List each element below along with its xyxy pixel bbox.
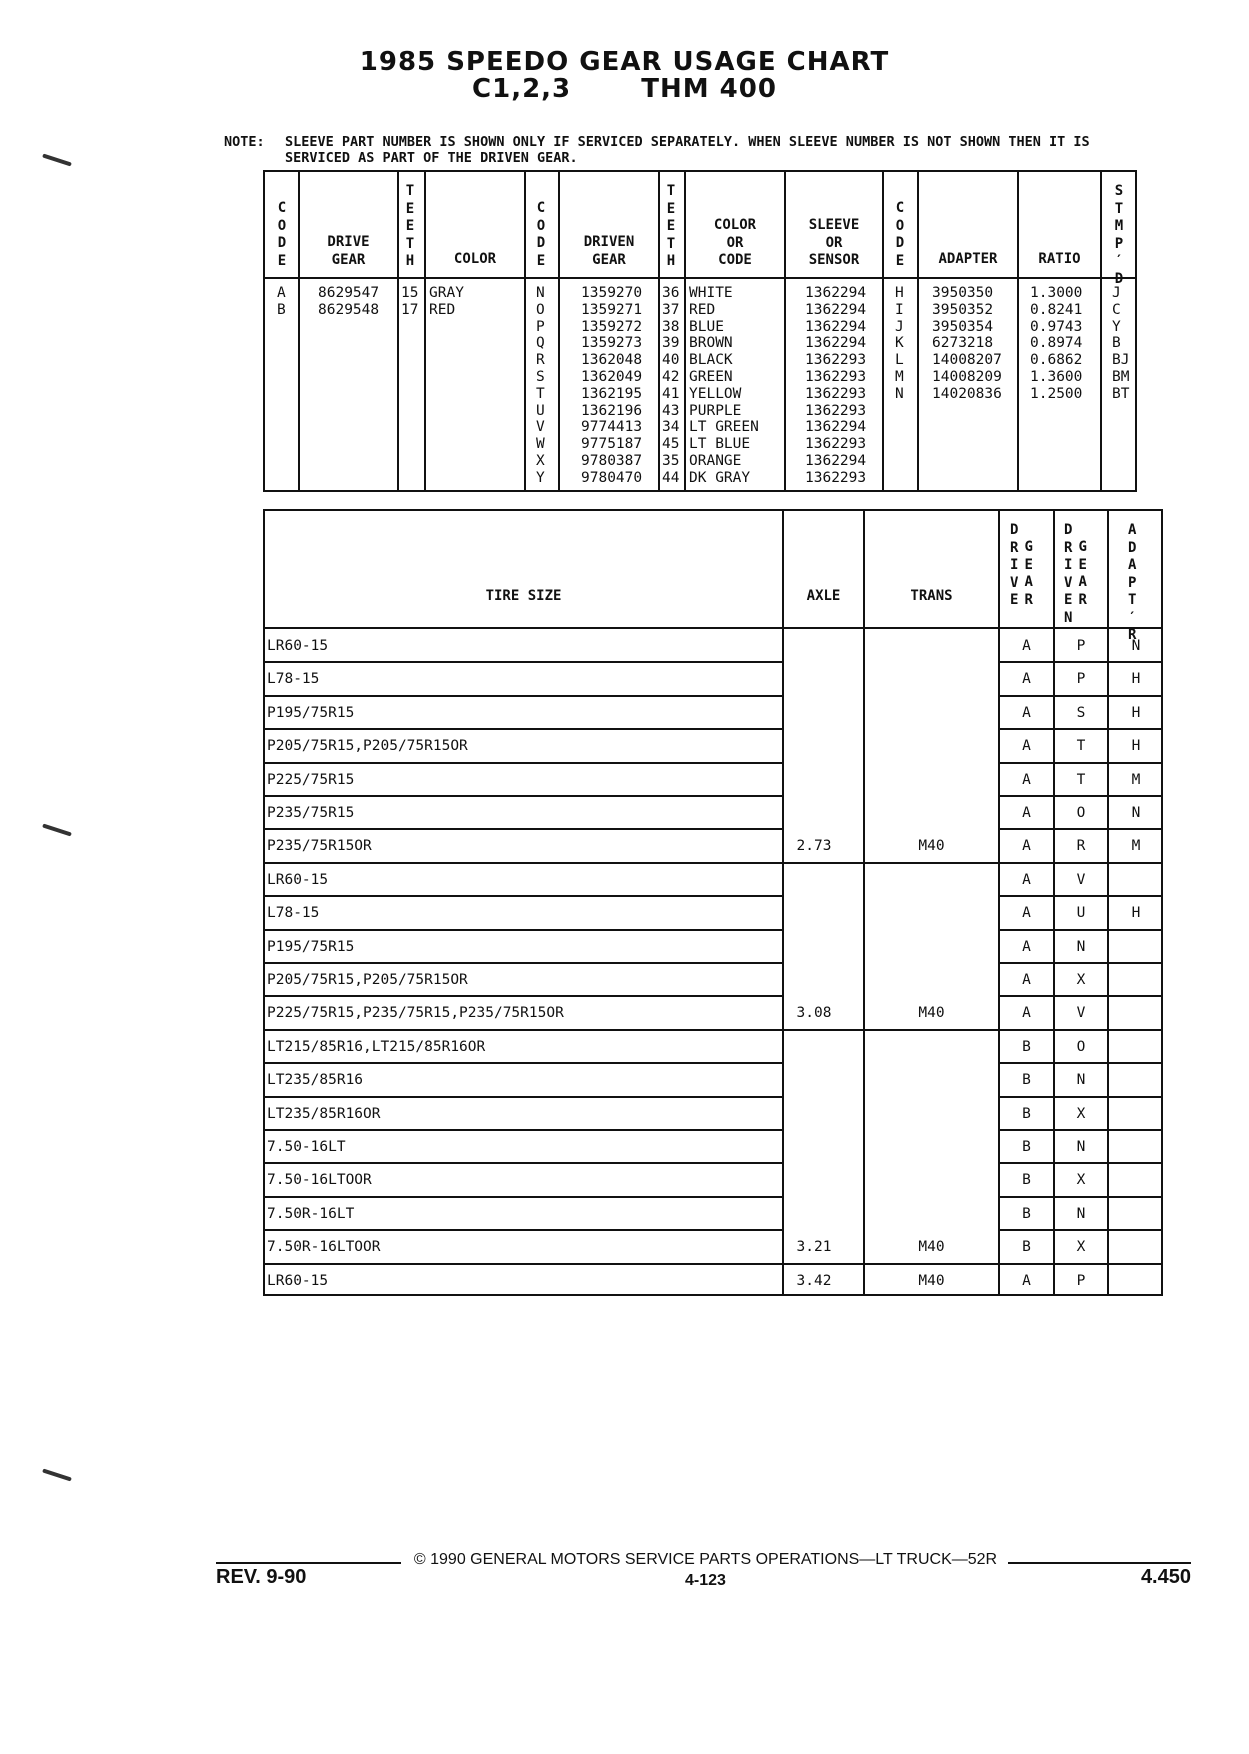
drive-gear-code-cell: A: [1022, 838, 1031, 855]
vertical-header-stmp: S T M P ′ D: [1114, 183, 1124, 287]
tire-size-cell: 7.50R-16LT: [267, 1205, 355, 1222]
stamped-column: J C Y B BJ BM BT: [1112, 285, 1130, 402]
vertical-header-drive: D R I V E: [1010, 522, 1019, 608]
header-drive-gear-line2: GEAR: [331, 251, 366, 268]
tire-size-cell: LT215/85R16,LT215/85R16OR: [267, 1038, 486, 1055]
header-adapter-usage: [1128, 522, 1136, 645]
binder-mark: [42, 1468, 72, 1481]
vertical-header-driven: D R I V E N: [1064, 522, 1073, 626]
header-drive-gear-line1: DRIVE: [327, 234, 370, 250]
vertical-header-code2: C O D E: [536, 200, 546, 269]
driven-gear-column: 1359270 1359271 1359272 1359273 1362048 1362049 1362195 1362196 9774413 9775187 9780387 9780470: [581, 285, 643, 486]
driven-gear-code-cell: P: [1076, 1272, 1086, 1289]
vertical-header-code: C O D E: [277, 200, 287, 269]
footer-section: 4.450: [1140, 1566, 1191, 1588]
axle-ratio-cell: 2.73: [796, 838, 832, 855]
driven-gear-code-cell: U: [1076, 905, 1086, 922]
tire-size-cell: 7.50-16LTOOR: [267, 1172, 372, 1189]
drive-gear-code-cell: B: [1022, 1172, 1031, 1189]
header-color-or-code-line1: COLOR: [713, 217, 757, 233]
tire-size-cell: P235/75R15OR: [267, 838, 372, 855]
header-driven-gear-usage: [1064, 522, 1087, 627]
header-code-3: [894, 200, 906, 270]
header-color-or-code: [686, 217, 784, 270]
drive-gear-code-cell: A: [1022, 871, 1031, 888]
drive-gear-code-cell: B: [1022, 1105, 1031, 1122]
axle-ratio-cell: 3.21: [796, 1239, 832, 1256]
tire-size-cell: 7.50R-16LTOOR: [267, 1239, 381, 1256]
drive-gear-code-cell: A: [1022, 805, 1031, 821]
drive-gear-column: 8629547 8629548: [318, 285, 380, 318]
tire-size-cell: P195/75R15: [267, 938, 355, 955]
transmission: THM 400: [641, 74, 777, 104]
driven-code-column: N O P Q R S T U V W X Y: [536, 285, 545, 486]
driven-gear-code-cell: T: [1076, 771, 1086, 788]
drive-teeth-column: 15 17: [401, 285, 419, 318]
adapter-code-cell: H: [1131, 671, 1141, 688]
adapter-code-cell: H: [1131, 905, 1141, 922]
tire-size-cell: P235/75R15: [267, 805, 355, 821]
drive-gear-code-cell: A: [1022, 638, 1031, 654]
header-adapter: ADAPTER: [938, 251, 998, 267]
vertical-header-teeth2: T E E T H: [666, 183, 676, 269]
driven-gear-code-cell: T: [1076, 738, 1086, 755]
drive-gear-code-cell: A: [1022, 771, 1031, 788]
driven-gear-code-cell: O: [1076, 1038, 1086, 1055]
tire-size-cell: 7.50-16LT: [267, 1139, 346, 1155]
driven-gear-code-cell: X: [1076, 972, 1086, 988]
header-drive-gear: [300, 234, 397, 269]
ratio-column: 1.3000 0.8241 0.9743 0.8974 0.6862 1.3600 1.2500: [1030, 285, 1083, 402]
driven-gear-code-cell: N: [1076, 1072, 1086, 1089]
page-subtitle: [0, 75, 1249, 104]
driven-gear-code-cell: O: [1076, 805, 1086, 821]
header-driven-gear: [560, 234, 658, 269]
header-sleeve-line2: OR: [825, 234, 843, 251]
footer-revision: REV. 9-90: [216, 1566, 307, 1588]
adapter-code-cell: M: [1131, 838, 1141, 855]
page-title: 1985 SPEEDO GEAR USAGE CHART: [359, 47, 890, 77]
axle-ratio-cell: 3.42: [796, 1272, 832, 1289]
header-drive-gear-usage: [1010, 522, 1033, 610]
trans-cell: M40: [918, 1239, 945, 1256]
header-teeth: [404, 183, 416, 271]
tire-size-cell: P205/75R15,P205/75R15OR: [267, 972, 468, 988]
adapter-column: 3950350 3950352 3950354 6273218 14008207 14008209 14020836: [932, 285, 1002, 402]
note-label: NOTE:: [224, 134, 265, 150]
tire-size-cell: LR60-15: [267, 1272, 329, 1289]
header-code: [276, 200, 288, 270]
header-code-2: [535, 200, 547, 270]
drive-gear-code-cell: A: [1022, 938, 1031, 955]
driven-gear-code-cell: P: [1076, 671, 1086, 688]
tire-size-cell: L78-15: [267, 671, 320, 688]
tire-size-cell: L78-15: [267, 905, 320, 922]
adapter-code-cell: N: [1131, 638, 1141, 654]
drive-gear-code-cell: B: [1022, 1205, 1031, 1222]
header-sleeve: [786, 217, 882, 270]
tire-size-cell: LT235/85R16OR: [267, 1105, 381, 1122]
tire-size-cell: P225/75R15: [267, 771, 355, 788]
drive-gear-code-cell: A: [1022, 905, 1031, 922]
driven-gear-code-cell: P: [1076, 638, 1086, 654]
driven-gear-code-cell: X: [1076, 1239, 1086, 1256]
adapter-code-cell: M: [1131, 771, 1141, 788]
driven-color-column: WHITE RED BLUE BROWN BLACK GREEN YELLOW PURPLE LT GREEN LT BLUE ORANGE DK GRAY: [689, 285, 759, 486]
header-axle: AXLE: [806, 588, 841, 604]
header-color-or-code-line2: OR: [726, 234, 744, 251]
trans-cell: M40: [918, 1005, 945, 1022]
adapter-code-cell: H: [1131, 738, 1141, 755]
header-color: COLOR: [453, 251, 497, 267]
tire-size-cell: LR60-15: [267, 871, 329, 888]
drive-gear-code-cell: A: [1022, 972, 1031, 988]
vertical-header-teeth: T E E T H: [405, 183, 415, 269]
driven-gear-code-cell: X: [1076, 1172, 1086, 1189]
vertical-header-gear1: G E A R: [1024, 539, 1033, 608]
drive-gear-code-cell: B: [1022, 1139, 1031, 1155]
header-ratio: RATIO: [1038, 251, 1081, 267]
vertical-header-adapt: A D A P T ′ R: [1128, 522, 1137, 643]
tire-size-cell: P225/75R15,P235/75R15,P235/75R15OR: [267, 1005, 564, 1022]
drive-gear-code-cell: B: [1022, 1038, 1031, 1055]
driven-gear-code-cell: X: [1076, 1105, 1086, 1122]
drive-gear-code-cell: B: [1022, 1239, 1031, 1256]
driven-gear-code-cell: V: [1076, 871, 1086, 888]
adapter-code-cell: N: [1131, 805, 1141, 821]
vertical-header-gear2: G E A R: [1078, 539, 1087, 608]
driven-gear-code-cell: R: [1076, 838, 1086, 855]
driven-teeth-column: 36 37 38 39 40 42 41 43 34 45 35 44: [662, 285, 680, 486]
sleeve-column: 1362294 1362294 1362294 1362294 1362293 1362293 1362293 1362293 1362294 1362293 1362294 1362293: [805, 285, 867, 486]
trans-cell: M40: [918, 838, 945, 855]
drive-code-column: A B: [277, 285, 286, 318]
note-line-1: SLEEVE PART NUMBER IS SHOWN ONLY IF SERVICED SEPARATELY. WHEN SLEEVE NUMBER IS NOT SHOWN THEN IT IS: [285, 134, 1090, 150]
tire-size-cell: LR60-15: [267, 638, 329, 654]
driven-gear-code-cell: N: [1076, 1139, 1086, 1155]
tire-size-cell: P195/75R15: [267, 704, 355, 721]
adapter-code-cell: H: [1131, 704, 1141, 721]
header-teeth-2: [665, 183, 677, 271]
header-sleeve-line1: SLEEVE: [808, 217, 860, 233]
binder-mark: [42, 823, 72, 836]
vertical-header-code3: C O D E: [895, 200, 905, 269]
tire-size-cell: LT235/85R16: [267, 1072, 364, 1089]
drive-gear-code-cell: B: [1022, 1072, 1031, 1089]
footer-copyright: © 1990 GENERAL MOTORS SERVICE PARTS OPERATIONS—LT TRUCK—52R: [413, 1551, 998, 1568]
header-sleeve-line3: SENSOR: [808, 252, 860, 268]
drive-gear-code-cell: A: [1022, 671, 1031, 688]
header-trans: TRANS: [910, 588, 953, 604]
note-line-2: SERVICED AS PART OF THE DRIVEN GEAR.: [285, 150, 578, 166]
driven-gear-code-cell: V: [1076, 1005, 1086, 1022]
drive-gear-code-cell: A: [1022, 738, 1031, 755]
tire-size-cell: P205/75R15,P205/75R15OR: [267, 738, 468, 755]
axle-ratio-cell: 3.08: [796, 1005, 832, 1022]
drive-gear-code-cell: A: [1022, 1272, 1031, 1289]
adapter-code-column: H I J K L M N: [895, 285, 904, 402]
drive-gear-code-cell: A: [1022, 704, 1031, 721]
binder-mark: [42, 153, 72, 166]
driven-gear-code-cell: S: [1076, 704, 1086, 721]
model-codes: C1,2,3: [472, 74, 572, 104]
drive-gear-code-cell: A: [1022, 1005, 1031, 1022]
trans-cell: M40: [918, 1272, 945, 1289]
header-driven-gear-line1: DRIVEN: [583, 234, 635, 250]
drive-color-column: GRAY RED: [429, 285, 464, 318]
header-stamped: [1112, 183, 1126, 288]
header-color-or-code-line3: CODE: [718, 252, 752, 268]
footer-page-number: 4-123: [685, 1572, 726, 1589]
driven-gear-code-cell: N: [1076, 938, 1086, 955]
driven-gear-code-cell: N: [1076, 1205, 1086, 1222]
header-tire-size: TIRE SIZE: [485, 588, 562, 604]
header-driven-gear-line2: GEAR: [592, 251, 626, 268]
